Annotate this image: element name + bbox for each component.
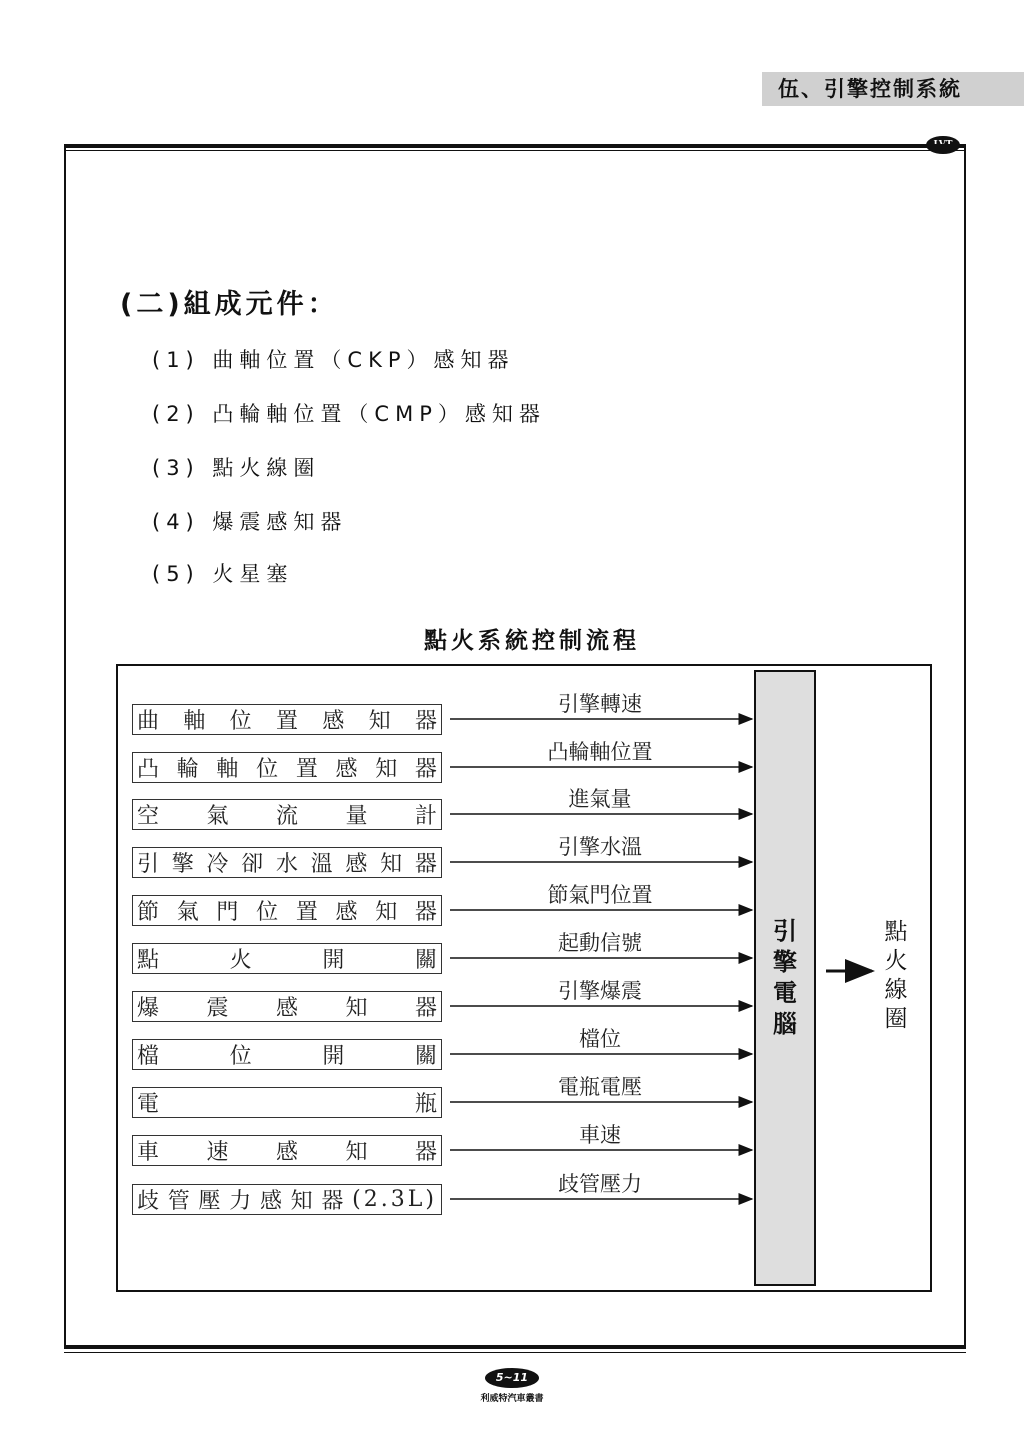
- sensor-box: 爆 震 感 知 器: [132, 991, 442, 1022]
- sensor-box: 空 氣 流 量 計: [132, 799, 442, 830]
- component-item: (3) 點火線圈: [152, 456, 321, 480]
- publisher-name: 利威特汽車叢書: [480, 1394, 544, 1404]
- chapter-title-tab: 伍、引擎控制系統: [762, 72, 1024, 106]
- diagram-title: 點火系統控制流程: [424, 628, 640, 654]
- page-frame-bottom-thin-rule: [64, 1352, 966, 1353]
- signal-label: 引擎水溫: [558, 835, 642, 859]
- signal-label: 電瓶電壓: [558, 1075, 642, 1099]
- page-frame-left: [64, 146, 66, 1348]
- section-heading: (二)組成元件：: [120, 289, 339, 320]
- component-item: (1) 曲軸位置（CKP）感知器: [152, 348, 515, 372]
- signal-label: 引擎爆震: [558, 979, 642, 1003]
- page-frame-right: [964, 146, 966, 1348]
- sensor-box: 引 擎 冷 卻 水 溫 感 知 器: [132, 847, 442, 878]
- signal-label: 引擎轉速: [558, 692, 642, 716]
- ignition-coil-label: 點 火 線 圈: [884, 919, 908, 1032]
- signal-label: 進氣量: [568, 787, 632, 811]
- page-number: 5~11: [485, 1368, 539, 1388]
- page-frame-top-thin-rule: [64, 150, 966, 151]
- signal-label: 凸輪軸位置: [547, 740, 653, 764]
- sensor-box: 車 速 感 知 器: [132, 1135, 442, 1166]
- sensor-box: 點 火 開 關: [132, 943, 442, 974]
- sensor-box: 曲 軸 位 置 感 知 器: [132, 704, 442, 735]
- signal-label: 檔位: [579, 1027, 621, 1051]
- engine-ecu-label: 引 擎 電 腦: [773, 917, 797, 1038]
- signal-label: 起動信號: [558, 931, 642, 955]
- component-item: (4) 爆震感知器: [152, 510, 348, 534]
- sensor-box: 節 氣 門 位 置 感 知 器: [132, 895, 442, 926]
- sensor-box: 凸 輪 軸 位 置 感 知 器: [132, 752, 442, 783]
- signal-label: 歧管壓力: [558, 1172, 642, 1196]
- component-item: (2) 凸輪軸位置（CMP）感知器: [152, 402, 546, 426]
- sensor-box: 歧 管 壓 力 感 知 器 (2.3L): [132, 1184, 442, 1215]
- sensor-box: 電 瓶: [132, 1087, 442, 1118]
- signal-label: 車速: [579, 1123, 621, 1147]
- component-item: (5) 火星塞: [152, 562, 294, 586]
- page-frame-top-rule: [64, 144, 966, 148]
- sensor-box: 檔 位 開 關: [132, 1039, 442, 1070]
- page-frame-bottom-rule: [64, 1345, 966, 1349]
- signal-label: 節氣門位置: [547, 883, 653, 907]
